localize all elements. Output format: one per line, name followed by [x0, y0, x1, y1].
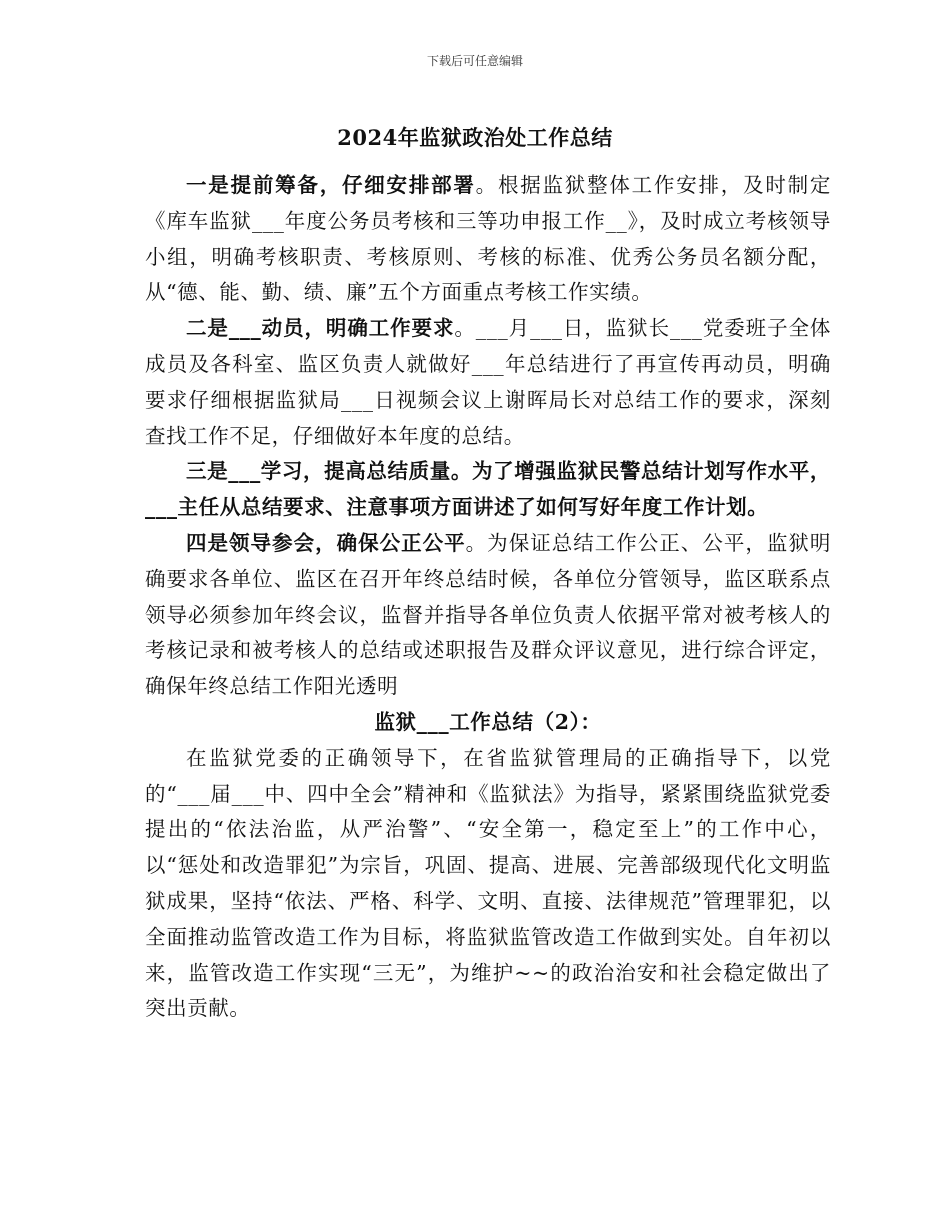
page-header-note: 下载后可任意编辑 [426, 54, 523, 68]
document-body [145, 168, 831, 1027]
paragraph-4 [145, 526, 831, 705]
section-subtitle: 监狱___工作总结（2）： [374, 709, 602, 734]
paragraph-1 [145, 168, 831, 311]
document-title: 2024年监狱政治处工作总结 [337, 125, 613, 150]
paragraph-2-lead: 二是___动员，明确工作要求 [186, 316, 455, 341]
paragraph-3 [145, 454, 831, 526]
paragraph-4-lead: 四是领导参会，确保公正公平 [186, 530, 466, 555]
paragraph-2 [145, 311, 831, 454]
paragraph-5: 在监狱党委的正确领导下，在省监狱管理局的正确指导下，以党的“___届___中、四中全会”精神和《监狱法》为指导，紧紧围绕监狱党委提出的“依法治监，从严治警”、“安全第一，稳定至上”的工作中心，以“惩处和改造罪犯”为宗旨，巩固、提高、进展、完善部级现代化文明监狱成果，坚持“依法、严格、科学、文明、直接、法律规范”管理罪犯，以全面推动监管改造工作为目标，将监狱监管改造工作做到实处。自年初以来，监管改造工作实现“三无”，为维护~~的政治治安和社会稳定做出了突出贡献。 [145, 745, 831, 1021]
paragraph-2-text: 。___月___日，监狱长___党委班子全体成员及各科室、监区负责人就做好___年总结进行了再宣传再动员，明确要求仔细根据监狱局___日视频会议上谢晖局长对总结工作的要求，深刻查找工作不足，仔细做好本年度的总结。 [145, 316, 832, 448]
paragraph-1-text: 。根据监狱整体工作安排，及时制定《库车监狱___年度公务员考核和三等功申报工作__》，及时成立考核领导小组，明确考核职责、考核原则、考核的标准、优秀公务员名额分配，从“德、能、勤、绩、廉”五个方面重点考核工作实绩。 [145, 173, 831, 305]
paragraph-1-lead: 一是提前筹备，仔细安排部署 [186, 173, 476, 197]
paragraph-4-text: 。为保证总结工作公正、公平，监狱明确要求各单位、监区在召开年终总结时候，各单位分管领导，监区联系点领导必须参加年终会议，监督并指导各单位负责人依据平常对被考核人的考核记录和被考核人的总结或述职报告及群众评议意见，进行综合评定，确保年终总结工作阳光透明 [145, 530, 831, 699]
paragraph-3-lead: 三是___学习，提高总结质量。为了增强监狱民警总结计划写作水平，___主任从总结要求、注意事项方面讲述了如何写好年度工作计划。 [145, 459, 831, 520]
